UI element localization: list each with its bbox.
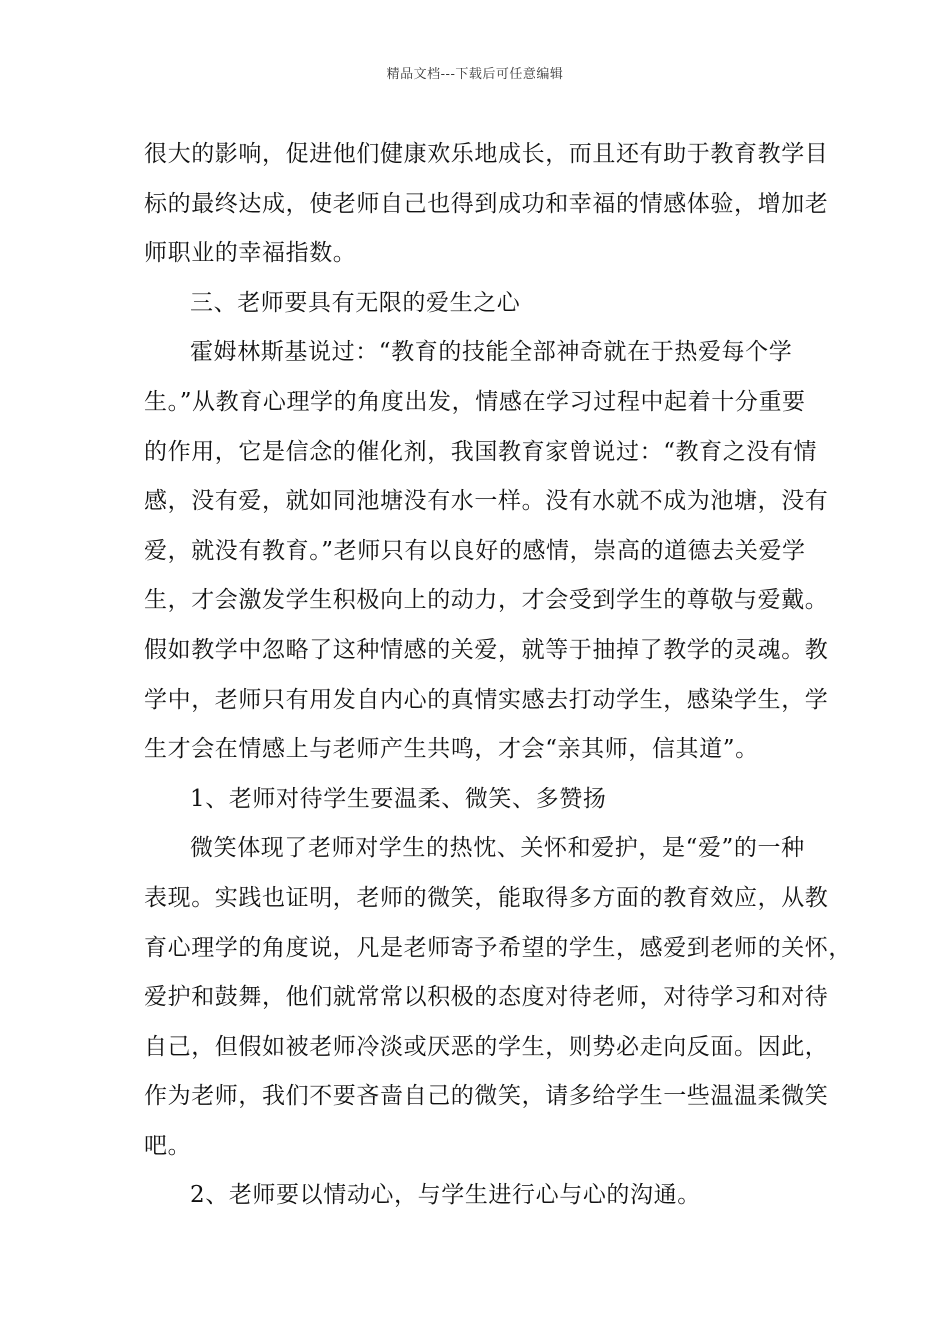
body-line: 生，才会激发学生积极向上的动力，才会受到学生的尊敬与爱戴。 — [144, 587, 829, 614]
body-line: 爱护和鼓舞，他们就常常以积极的态度对待老师，对待学习和对待 — [144, 984, 829, 1011]
body-line: 感，没有爱，就如同池塘没有水一样。没有水就不成为池塘，没有 — [144, 488, 829, 515]
body-line: 表现。实践也证明，老师的微笑，能取得多方面的教育效应，从教 — [144, 884, 829, 911]
body-line: 生才会在情感上与老师产生共鸣，才会“亲其师，信其道”。 — [144, 736, 759, 763]
body-line: 的作用，它是信念的催化剂，我国教育家曾说过：“教育之没有情 — [144, 438, 818, 465]
body-line: 学中，老师只有用发自内心的真情实感去打动学生，感染学生，学 — [144, 686, 829, 713]
subsection-heading: 1、老师对待学生要温柔、微笑、多赞扬 — [190, 785, 607, 812]
body-line: 标的最终达成，使老师自己也得到成功和幸福的情感体验，增加老 — [144, 190, 829, 217]
body-line: 自己，但假如被老师冷淡或厌恶的学生，则势必走向反面。因此， — [144, 1033, 829, 1060]
body-line: 作为老师，我们不要吝啬自己的微笑，请多给学生一些温温柔微笑 — [144, 1083, 829, 1110]
body-line: 育心理学的角度说，凡是老师寄予希望的学生，感爱到老师的关怀， — [144, 934, 852, 961]
section-heading: 三、老师要具有无限的爱生之心 — [190, 289, 521, 316]
subsection-heading: 2、老师要以情动心，与学生进行心与心的沟通。 — [190, 1182, 701, 1209]
body-line: 生。”从教育心理学的角度出发，情感在学习过程中起着十分重要 — [144, 388, 806, 415]
body-line: 霍姆林斯基说过：“教育的技能全部神奇就在于热爱每个学 — [190, 339, 793, 366]
body-line: 爱，就没有教育。”老师只有以良好的感情，崇高的道德去关爱学 — [144, 537, 806, 564]
document-body — [144, 130, 852, 1221]
body-line: 师职业的幸福指数。 — [144, 240, 357, 267]
page-header: 精品文档---下载后可任意编辑 — [386, 67, 564, 82]
body-line: 很大的影响，促进他们健康欢乐地成长，而且还有助于教育教学目 — [144, 141, 829, 167]
body-line: 微笑体现了老师对学生的热忱、关怀和爱护，是“爱”的一种 — [190, 835, 805, 862]
body-line: 假如教学中忽略了这种情感的关爱，就等于抽掉了教学的灵魂。教 — [144, 636, 829, 663]
body-line: 吧。 — [144, 1132, 192, 1159]
